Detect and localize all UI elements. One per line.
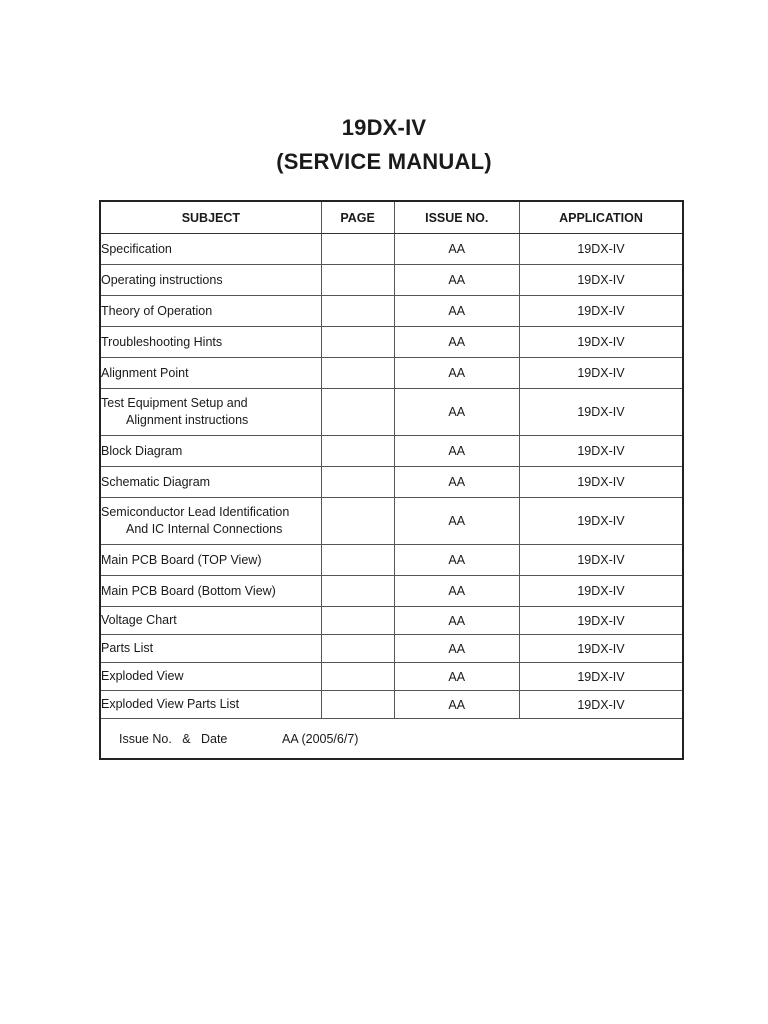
- page-cell: [321, 607, 394, 635]
- application-cell: 19DX-IV: [519, 635, 683, 663]
- subject-text-line2: And IC Internal Connections: [126, 522, 283, 536]
- subject-cell: [100, 389, 321, 436]
- issue-cell: AA: [394, 358, 519, 389]
- page-cell: [321, 234, 394, 265]
- subject-text: Block Diagram: [101, 443, 183, 458]
- page-cell: [321, 663, 394, 691]
- issue-cell: AA: [394, 663, 519, 691]
- subject-cell: [100, 635, 321, 663]
- subject-cell: [100, 498, 321, 545]
- page-cell: [321, 358, 394, 389]
- application-cell: 19DX-IV: [519, 358, 683, 389]
- table-row: [100, 265, 683, 296]
- issue-date-value: AA (2005/6/7): [282, 731, 359, 746]
- application-cell: 19DX-IV: [519, 327, 683, 358]
- subject-cell: [100, 663, 321, 691]
- issue-date-row: [100, 719, 683, 760]
- subject-cell: [100, 436, 321, 467]
- issue-date-cell: [100, 719, 683, 760]
- subject-text: Operating instructions: [101, 272, 223, 287]
- page-cell: [321, 545, 394, 576]
- contents-table: [99, 200, 684, 760]
- subject-text: Theory of Operation: [101, 303, 213, 318]
- table-row: [100, 358, 683, 389]
- table-row: [100, 635, 683, 663]
- application-cell: 19DX-IV: [519, 576, 683, 607]
- header-page: PAGE: [321, 201, 394, 234]
- page-cell: [321, 691, 394, 719]
- subject-text: Schematic Diagram: [101, 474, 211, 489]
- subject-text: Test Equipment Setup and: [101, 396, 248, 410]
- subject-text: Troubleshooting Hints: [101, 334, 223, 349]
- table-row: [100, 607, 683, 635]
- issue-date-label: Issue No. & Date: [119, 731, 228, 746]
- subject-cell: [100, 234, 321, 265]
- application-cell: 19DX-IV: [519, 545, 683, 576]
- subject-cell: [100, 467, 321, 498]
- issue-cell: AA: [394, 607, 519, 635]
- subject-cell: [100, 327, 321, 358]
- subject-cell: [100, 576, 321, 607]
- application-cell: 19DX-IV: [519, 663, 683, 691]
- issue-cell: AA: [394, 545, 519, 576]
- issue-cell: AA: [394, 635, 519, 663]
- subject-text: Alignment Point: [101, 365, 189, 380]
- application-cell: 19DX-IV: [519, 265, 683, 296]
- header-application: APPLICATION: [519, 201, 683, 234]
- application-cell: 19DX-IV: [519, 691, 683, 719]
- subject-cell: [100, 607, 321, 635]
- page-cell: [321, 576, 394, 607]
- application-cell: 19DX-IV: [519, 436, 683, 467]
- application-cell: 19DX-IV: [519, 234, 683, 265]
- issue-cell: AA: [394, 436, 519, 467]
- subject-text: Exploded View Parts List: [101, 697, 240, 711]
- subject-cell: [100, 296, 321, 327]
- subject-text: Main PCB Board (Bottom View): [101, 583, 276, 598]
- issue-cell: AA: [394, 296, 519, 327]
- issue-cell: AA: [394, 234, 519, 265]
- application-cell: 19DX-IV: [519, 389, 683, 436]
- table-row: [100, 576, 683, 607]
- table-row: [100, 498, 683, 545]
- issue-cell: AA: [394, 265, 519, 296]
- page-cell: [321, 389, 394, 436]
- page-cell: [321, 498, 394, 545]
- header-subject: SUBJECT: [100, 201, 321, 234]
- issue-cell: AA: [394, 576, 519, 607]
- issue-cell: AA: [394, 691, 519, 719]
- document-title: 19DX-IV: [341, 115, 427, 140]
- issue-cell: AA: [394, 327, 519, 358]
- subject-text: Specification: [101, 241, 172, 256]
- subject-cell: [100, 545, 321, 576]
- subject-text: Parts List: [101, 641, 154, 655]
- document-subtitle: (SERVICE MANUAL): [276, 149, 492, 174]
- table-row: [100, 436, 683, 467]
- table-row: [100, 389, 683, 436]
- subject-cell: [100, 358, 321, 389]
- table-row: [100, 296, 683, 327]
- table-row: [100, 467, 683, 498]
- application-cell: 19DX-IV: [519, 296, 683, 327]
- table-row: [100, 545, 683, 576]
- table-row: [100, 234, 683, 265]
- issue-cell: AA: [394, 467, 519, 498]
- page-cell: [321, 635, 394, 663]
- subject-text: Semiconductor Lead Identification: [101, 505, 290, 519]
- table-row: [100, 663, 683, 691]
- table-row: [100, 327, 683, 358]
- table-header-row: [100, 201, 683, 234]
- issue-cell: AA: [394, 389, 519, 436]
- page-cell: [321, 327, 394, 358]
- subject-text: Main PCB Board (TOP View): [101, 552, 262, 567]
- page-cell: [321, 265, 394, 296]
- page-cell: [321, 296, 394, 327]
- header-issue-no: ISSUE NO.: [394, 201, 519, 234]
- subject-cell: [100, 265, 321, 296]
- application-cell: 19DX-IV: [519, 498, 683, 545]
- page-cell: [321, 467, 394, 498]
- application-cell: 19DX-IV: [519, 607, 683, 635]
- application-cell: 19DX-IV: [519, 467, 683, 498]
- page-cell: [321, 436, 394, 467]
- table-row: [100, 691, 683, 719]
- subject-cell: [100, 691, 321, 719]
- subject-text-line2: Alignment instructions: [126, 413, 249, 427]
- issue-cell: AA: [394, 498, 519, 545]
- subject-text: Exploded View: [101, 669, 184, 683]
- subject-text: Voltage Chart: [101, 613, 177, 627]
